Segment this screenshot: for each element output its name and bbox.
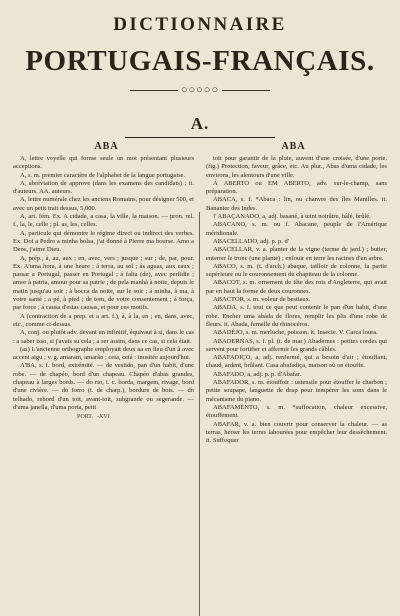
section-rule [125, 137, 275, 138]
entry: ABACELLADO, adj. p. p. d' [213, 237, 289, 245]
entry: ABAFADO, a, adj. p. p. d'Abafar. [213, 370, 302, 378]
entry: A, s. m. premier caractère de l'alphabet de la langue portugaise. [20, 171, 186, 179]
entry: A (contraction de a prep. et a art. f.), à, à la, en ; en, dans, avec, etc., comme ci-dessus. [13, 312, 194, 328]
entry: ABACO, s. m. (t. d'arch.) abaque, tailloir de colonne, la partie supérieure ou le couronnement du chapiteau de la colonne. [206, 262, 387, 279]
entry: ABAFADOR, s. m. étouffoir : ustensile pour étouffer le charbon ; petite soupape, languette de drap pour tempérer les sons dans le mécanisme du piano. [206, 379, 387, 403]
left-column-head: ABA [94, 141, 119, 152]
entry: ABAFADIÇO, a, adj. renfermé, qui a besoin d'air ; étouffant, chaud, ardent, brûlant. Casa abafadiça, maison où on étouffe. [206, 354, 387, 370]
entry: † ABAÇANADO, a, adj. basané, à teint noirâtre, hâlé, brûlé. [213, 213, 371, 221]
footer-number: -XVI [97, 414, 110, 421]
signature-footer [13, 413, 194, 421]
left-column [13, 155, 194, 567]
entry: A, particule qui démontre le régime direct ou indirect des verbes. Ex. Doi a Pedro a minha bolsa, j'ai donné à Pierre ma bourse. Amo a Deos, j'aime Dieu. [13, 229, 194, 254]
entry: ABAFAMENTO, s. m. *suffocation, chaleur excessive, étouffement. [206, 403, 387, 420]
footer-text: PORT. [77, 414, 94, 421]
entry: A, art. fém. Ex. A cidade, a casa, la ville, la maison. — pron. rel. f., la, le, celle ; pl. as, les, celles. [13, 213, 194, 229]
entry: ABADÉJO, s. m. merluche, poisson. it. Insecte. V. Carca loura. [213, 329, 378, 337]
dictionary-subtitle: PORTUGAIS-FRANÇAIS. [25, 45, 375, 77]
entry: ABACA, s. f. *Abaca : lin, ou chanvre des îles Manilles. it. Bananier des Indes. [206, 196, 387, 212]
header-ornament [13, 84, 387, 96]
entry: A, conj. ou plutôt adv. devant un infinitif, équivaut à si, dans le cas : a saber isso, si j'avais su cela ; a ser assim, dans ce cas, si cela était. [13, 329, 194, 345]
entry: A'BA, s. f. bord, extrémité. — de vestido, pan d'un habit, d'une robe. — de chapéo, bord d'un chapeau. Chapéo d'abas grandes, chapeau à larges bords. — do rio, i. c. borda, margem, rivage, bord d'une rivière. — do forro (t. de charp.), bordure de bois. — do telhado, rebord d'un toit, avant-toit, subgrande ou segerande. — d'uma janella, d'uma porta, petit [13, 362, 194, 411]
entry: ABACANO, s. m. ou f. Abacane, peuple de l'Amérique méridionale. [206, 221, 387, 237]
ornament-line-left [130, 90, 178, 91]
entry: Á ABERTO ou EM ABERTO, adv. sur-le-champ, sans préparation. [206, 179, 387, 196]
entry: ABACTOR, s. m. voleur de bestiaux. [213, 296, 311, 304]
entry: (as) L'ancienne orthographe employait deux aa en lieu d'un â avec accent aigu ; v. g. amaram, amarão ; ceia, cetá : inusitée aujourd'hui. [13, 345, 194, 362]
column-divider [199, 212, 200, 616]
ornament-line-right [222, 90, 270, 91]
entry: A, lettre numérale chez les anciens Romains, pour désigner 500, et avec un petit trait dessus, 5,000. [13, 196, 194, 212]
right-column [206, 155, 387, 567]
entry: ABACOT, s. m. ornement de tête des rois d'Angleterre, qui avait par en haut la forme de deux couronnes. [206, 279, 387, 295]
entry: A, abréviation de approve (dans les examens des candidats) ; it. d'auteurs. AA. auteurs. [13, 179, 194, 196]
page-header [13, 14, 387, 96]
entry: ABACELLAR, v. a. planter de la vigne (terme de jard.) ; butter, enterrer le tronc (une plante) ; enfouir en terre les racines d'un arbre. [206, 246, 387, 262]
entry: A, lettre voyelle qui forme seule un mot présentant plusieurs acceptions. [13, 155, 194, 171]
right-column-head: ABA [281, 141, 306, 152]
dictionary-title: DICTIONNAIRE [113, 14, 287, 35]
entry-columns [13, 155, 387, 567]
entry: toit pour garantir de la pluie, auvent d'une croisée, d'une porte. (fig.) Protection, faveur, grâce, etc. Au plur., Abas d'uma cidade, les environs, les alentours d'une ville. [206, 155, 387, 179]
column-heads [13, 141, 387, 152]
entry: ABADERNAS, s. f. pl. (t. de mar.) Abadernes : petites cordes qui servent pour fortifier et affermir les grands câbles. [206, 337, 387, 353]
section-letter: A. [190, 114, 210, 133]
dictionary-page [0, 14, 400, 614]
entry: ABAFAR, v. a. bien couvrir pour conserver la chaleur. — as terras, herser les terres labourées pour empêcher leur dessèchement. it. Suffoquer [206, 420, 387, 445]
entry: A, prép., à, au, aux ; en, avec, vers ; jusque ; sur ; de, par, pour. Ex. A'uma hora, à une heure ; á terra, au sol ; ás aguas, aux eaux ; passar a Portugal, passer en Portugal ; á falta (de), avec perfidie ; amor à patria, amour pour sa patrie ; de pela manhã à noite, depuis le matin jusqu'au soir ; à bocca da noite, sur le soir ; á minha, à ma, à votre santé ; a pé, à pied ; de tom, de votre consentement ; á força, par force ; á causa d'estas causas, et pour ces motifs. [13, 254, 194, 312]
entry: ABADA, s. f. tout ce que peut contenir le pan d'un habit, d'une robe. Encher uma abáda de flores, remplir les plis d'une robe de fleurs. it. Abada, femelle du rhinocéros. [206, 304, 387, 328]
ornament-dots: ○○○○○ [180, 84, 220, 96]
